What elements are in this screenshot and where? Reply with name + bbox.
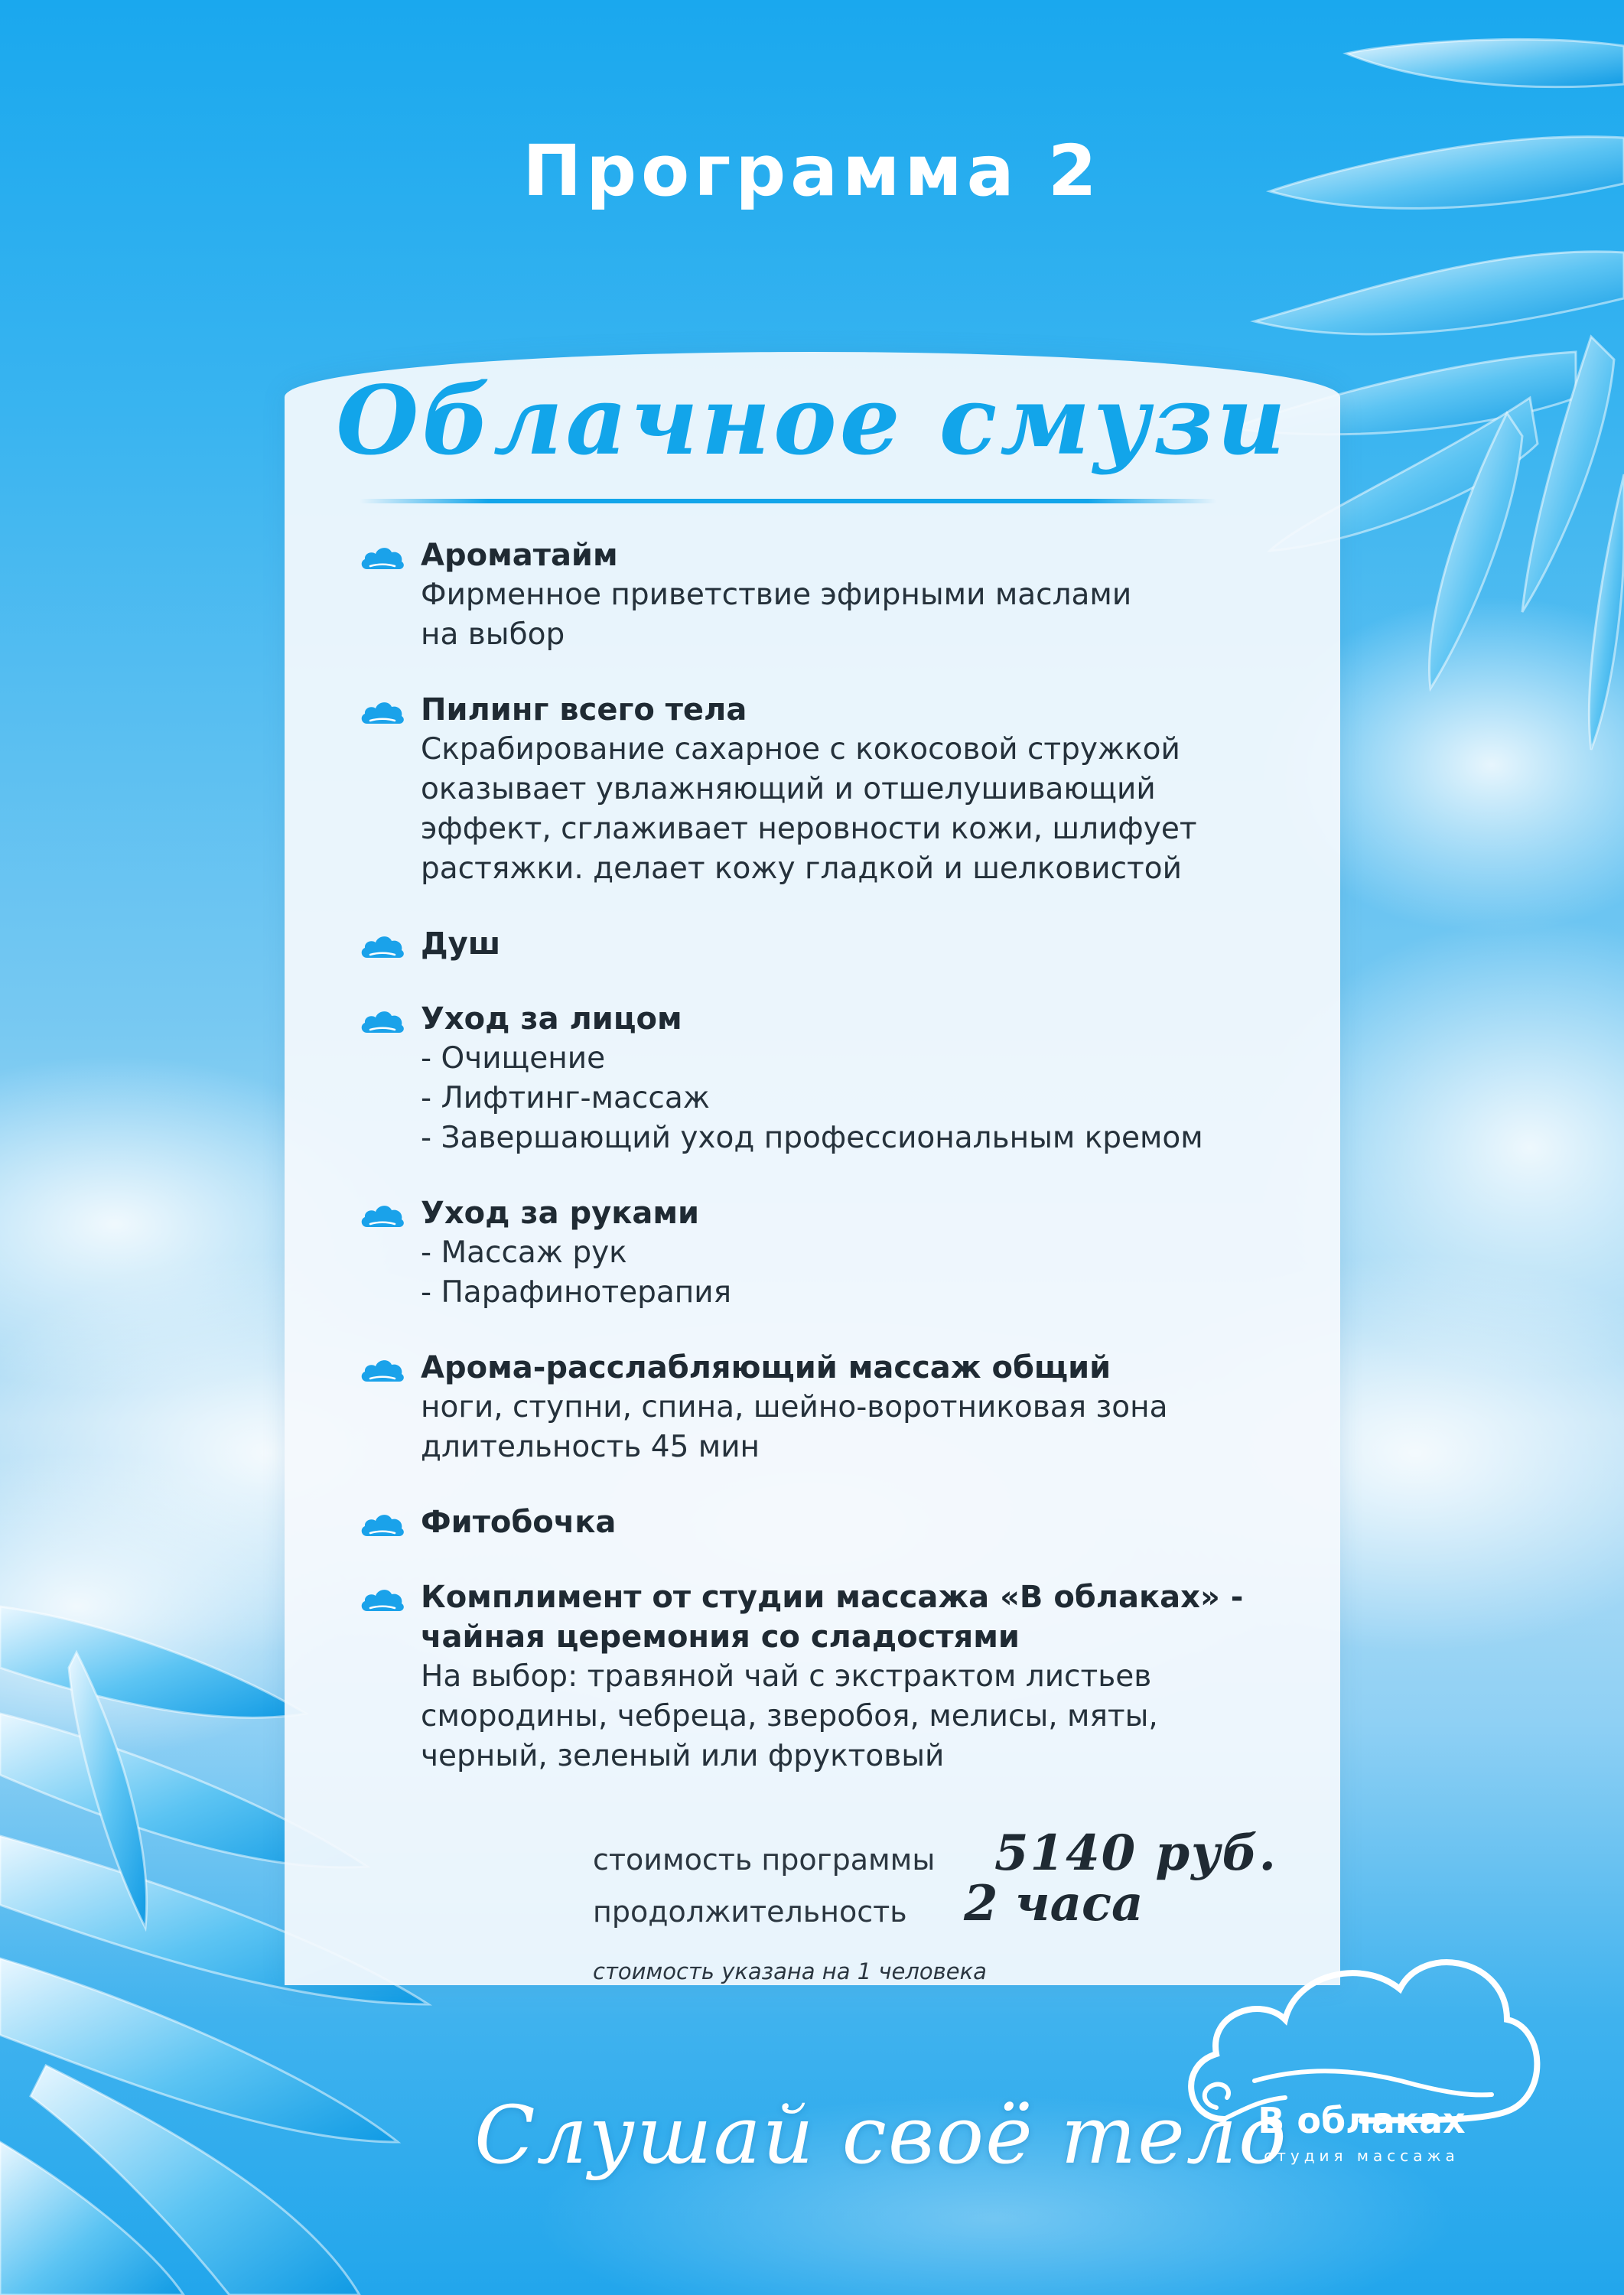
cloud-icon bbox=[360, 543, 405, 572]
services-list bbox=[360, 536, 1308, 1812]
service-item bbox=[360, 999, 1308, 1158]
service-title: Фитобочка bbox=[421, 1505, 617, 1540]
service-description: эффект, сглаживает неровности кожи, шлифует bbox=[421, 812, 1197, 846]
service-description: на выбор bbox=[421, 617, 565, 652]
service-title: Уход за лицом bbox=[421, 1001, 682, 1037]
program-name: Облачное смузи bbox=[336, 366, 1289, 477]
service-description: черный, зеленый или фруктовый bbox=[421, 1739, 945, 1773]
service-description: - Лифтинг-массаж bbox=[421, 1081, 710, 1115]
service-item bbox=[360, 1193, 1308, 1313]
service-description: смородины, чебреца, зверобоя, мелисы, мяты, bbox=[421, 1699, 1158, 1733]
cloud-icon bbox=[360, 1007, 405, 1036]
service-item bbox=[360, 690, 1308, 889]
service-description: - Завершающий уход профессиональным кремом bbox=[421, 1121, 1203, 1155]
service-title: Арома-расслабляющий массаж общий bbox=[421, 1350, 1111, 1385]
service-description: - Массаж рук bbox=[421, 1235, 627, 1270]
cloud-icon bbox=[360, 1510, 405, 1539]
cloud-logo-icon bbox=[1170, 1928, 1553, 2180]
cloud-icon bbox=[360, 698, 405, 727]
service-description: На выбор: травяной чай с экстрактом листьев bbox=[421, 1659, 1152, 1694]
service-title: Комплимент от студии массажа «В облаках» - bbox=[421, 1580, 1244, 1615]
slogan: Слушай своё тело bbox=[474, 2088, 1288, 2182]
page-title: Программа 2 bbox=[522, 130, 1102, 212]
brand-name: В облаках bbox=[1258, 2100, 1466, 2141]
service-item bbox=[360, 1348, 1308, 1467]
service-title: Уход за руками bbox=[421, 1196, 700, 1231]
service-description: растяжки. делает кожу гладкой и шелковистой bbox=[421, 851, 1182, 886]
service-item bbox=[360, 536, 1308, 655]
service-description: - Парафинотерапия bbox=[421, 1275, 732, 1310]
cloud-icon bbox=[360, 932, 405, 961]
service-description: Фирменное приветствие эфирными маслами bbox=[421, 578, 1132, 612]
cloud-icon bbox=[360, 1201, 405, 1230]
price-value: 5140 руб. bbox=[994, 1825, 1277, 1882]
service-item bbox=[360, 1502, 1308, 1542]
price-label: стоимость программы bbox=[593, 1843, 936, 1877]
service-title: Пилинг всего тела bbox=[421, 692, 747, 728]
service-description: Скрабирование сахарное с кокосовой стружкой bbox=[421, 732, 1180, 767]
service-description: - Очищение bbox=[421, 1041, 606, 1076]
service-description: оказывает увлажняющий и отшелушивающий bbox=[421, 772, 1156, 806]
price-note: стоимость указана на 1 человека bbox=[593, 1958, 987, 1984]
service-title: Ароматайм bbox=[421, 538, 618, 573]
service-title: чайная церемония со сладостями bbox=[421, 1620, 1020, 1655]
cloud-icon bbox=[360, 1356, 405, 1385]
duration-value: 2 часа bbox=[964, 1875, 1144, 1932]
cloud-icon bbox=[360, 1585, 405, 1614]
program-name-underline bbox=[360, 499, 1216, 503]
duration-label: продолжительность bbox=[593, 1895, 907, 1929]
service-item bbox=[360, 1577, 1308, 1776]
brand-subtitle: студия массажа bbox=[1264, 2147, 1460, 2165]
service-title: Душ bbox=[421, 926, 501, 962]
service-description: ноги, ступни, спина, шейно-воротниковая зона bbox=[421, 1390, 1168, 1424]
service-description: длительность 45 мин bbox=[421, 1430, 760, 1464]
service-item bbox=[360, 924, 1308, 964]
